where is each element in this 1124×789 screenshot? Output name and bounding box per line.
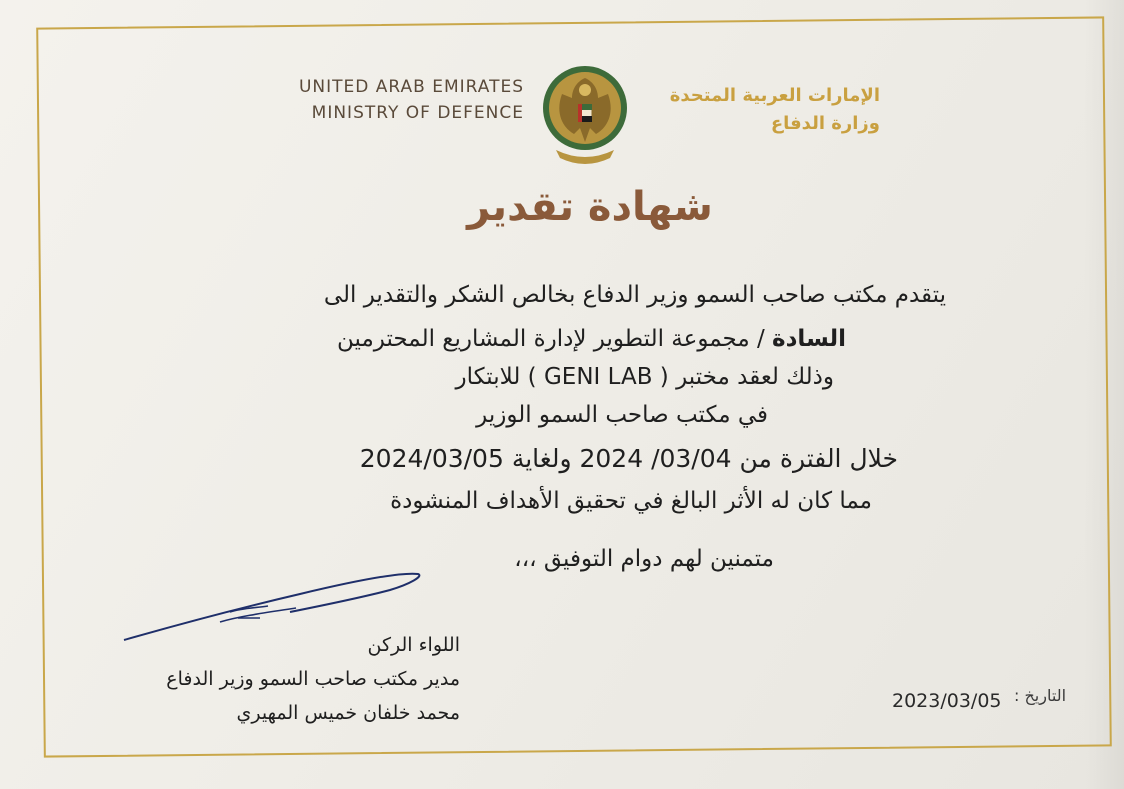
body-line-thanks: يتقدم مكتب صاحب السمو وزير الدفاع بخالص الشكر والتقدير الى [323, 282, 946, 308]
signatory-name: محمد خلفان خميس المهيري [236, 702, 460, 724]
signatory-block [70, 628, 460, 730]
uae-falcon-emblem-icon [536, 60, 634, 170]
body-line-office: في مكتب صاحب السمو الوزير [476, 402, 768, 428]
body-line-impact: مما كان له الأثر البالغ في تحقيق الأهداف المنشودة [390, 488, 872, 514]
header-ar-ministry: وزارة الدفاع [770, 113, 880, 134]
date-label: التاريخ : [1014, 686, 1067, 705]
body-line-period: خلال الفترة من 03/04/ 2024 ولغاية 2024/03/05 [359, 444, 898, 473]
signatory-position: مدير مكتب صاحب السمو وزير الدفاع [166, 668, 460, 690]
body-line-wishes: متمنين لهم دوام التوفيق ،،، [514, 546, 774, 572]
signatory-rank: اللواء الركن [367, 634, 460, 656]
header-en-country: UNITED ARAB EMIRATES [298, 77, 524, 97]
certificate-title: شهادة تقدير [467, 184, 713, 230]
header-ar-country: الإمارات العربية المتحدة [669, 85, 880, 106]
header-english [268, 74, 524, 126]
header-en-ministry: MINISTRY OF DEFENCE [311, 103, 524, 123]
recipient-honorific: السادة [772, 326, 846, 352]
date-value: 2023/03/05 [892, 690, 1002, 712]
body-line-lab: وذلك لعقد مختبر ( GENI LAB ) للابتكار [455, 364, 834, 390]
header-arabic [640, 82, 880, 138]
body-line-recipient [337, 326, 846, 352]
recipient-name: / مجموعة التطوير لإدارة المشاريع المحترمين [337, 326, 773, 352]
